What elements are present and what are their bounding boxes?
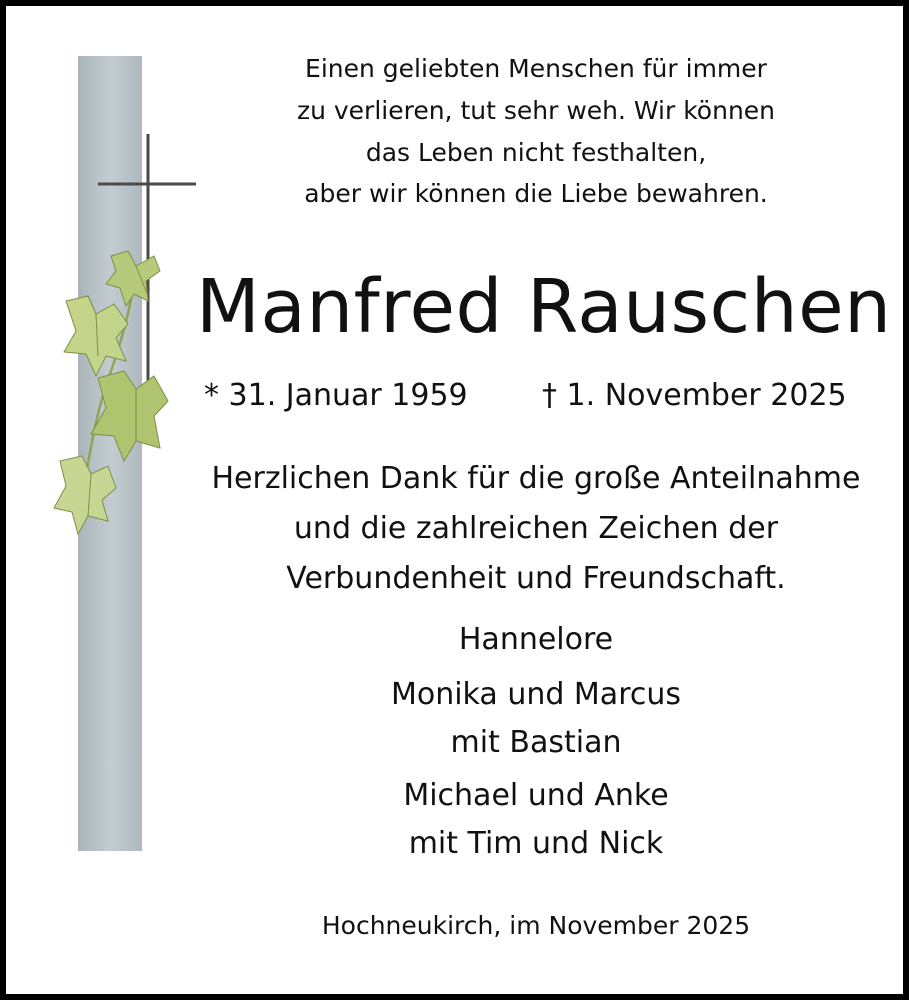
family-member-5: mit Tim und Nick xyxy=(408,826,664,861)
cross-ivy-decoration xyxy=(36,56,216,856)
family-member-3: mit Bastian xyxy=(450,725,622,760)
family-member-4: Michael und Anke xyxy=(403,778,669,813)
verse-line-3: das Leben nicht festhalten, xyxy=(365,138,707,167)
family-member-2: Monika und Marcus xyxy=(390,677,682,712)
gray-stripe xyxy=(78,56,142,851)
closing-place-date: Hochneukirch, im November 2025 xyxy=(321,911,751,940)
birth-date: * 31. Januar 1959 xyxy=(204,378,468,413)
thanks-line-1: Herzlichen Dank für die große Anteilnahme xyxy=(211,461,861,496)
thanks-line-2: und die zahlreichen Zeichen der xyxy=(293,511,779,546)
death-date: † 1. November 2025 xyxy=(542,378,847,413)
verse-line-1: Einen geliebten Menschen für immer xyxy=(305,54,767,83)
verse-line-4: aber wir können die Liebe bewahren. xyxy=(304,179,768,208)
family-member-1: Hannelore xyxy=(458,622,614,657)
verse-line-2: zu verlieren, tut sehr weh. Wir können xyxy=(296,96,776,125)
deceased-name: Manfred Rauschen xyxy=(196,264,892,350)
thanks-line-3: Verbundenheit und Freundschaft. xyxy=(286,561,786,596)
